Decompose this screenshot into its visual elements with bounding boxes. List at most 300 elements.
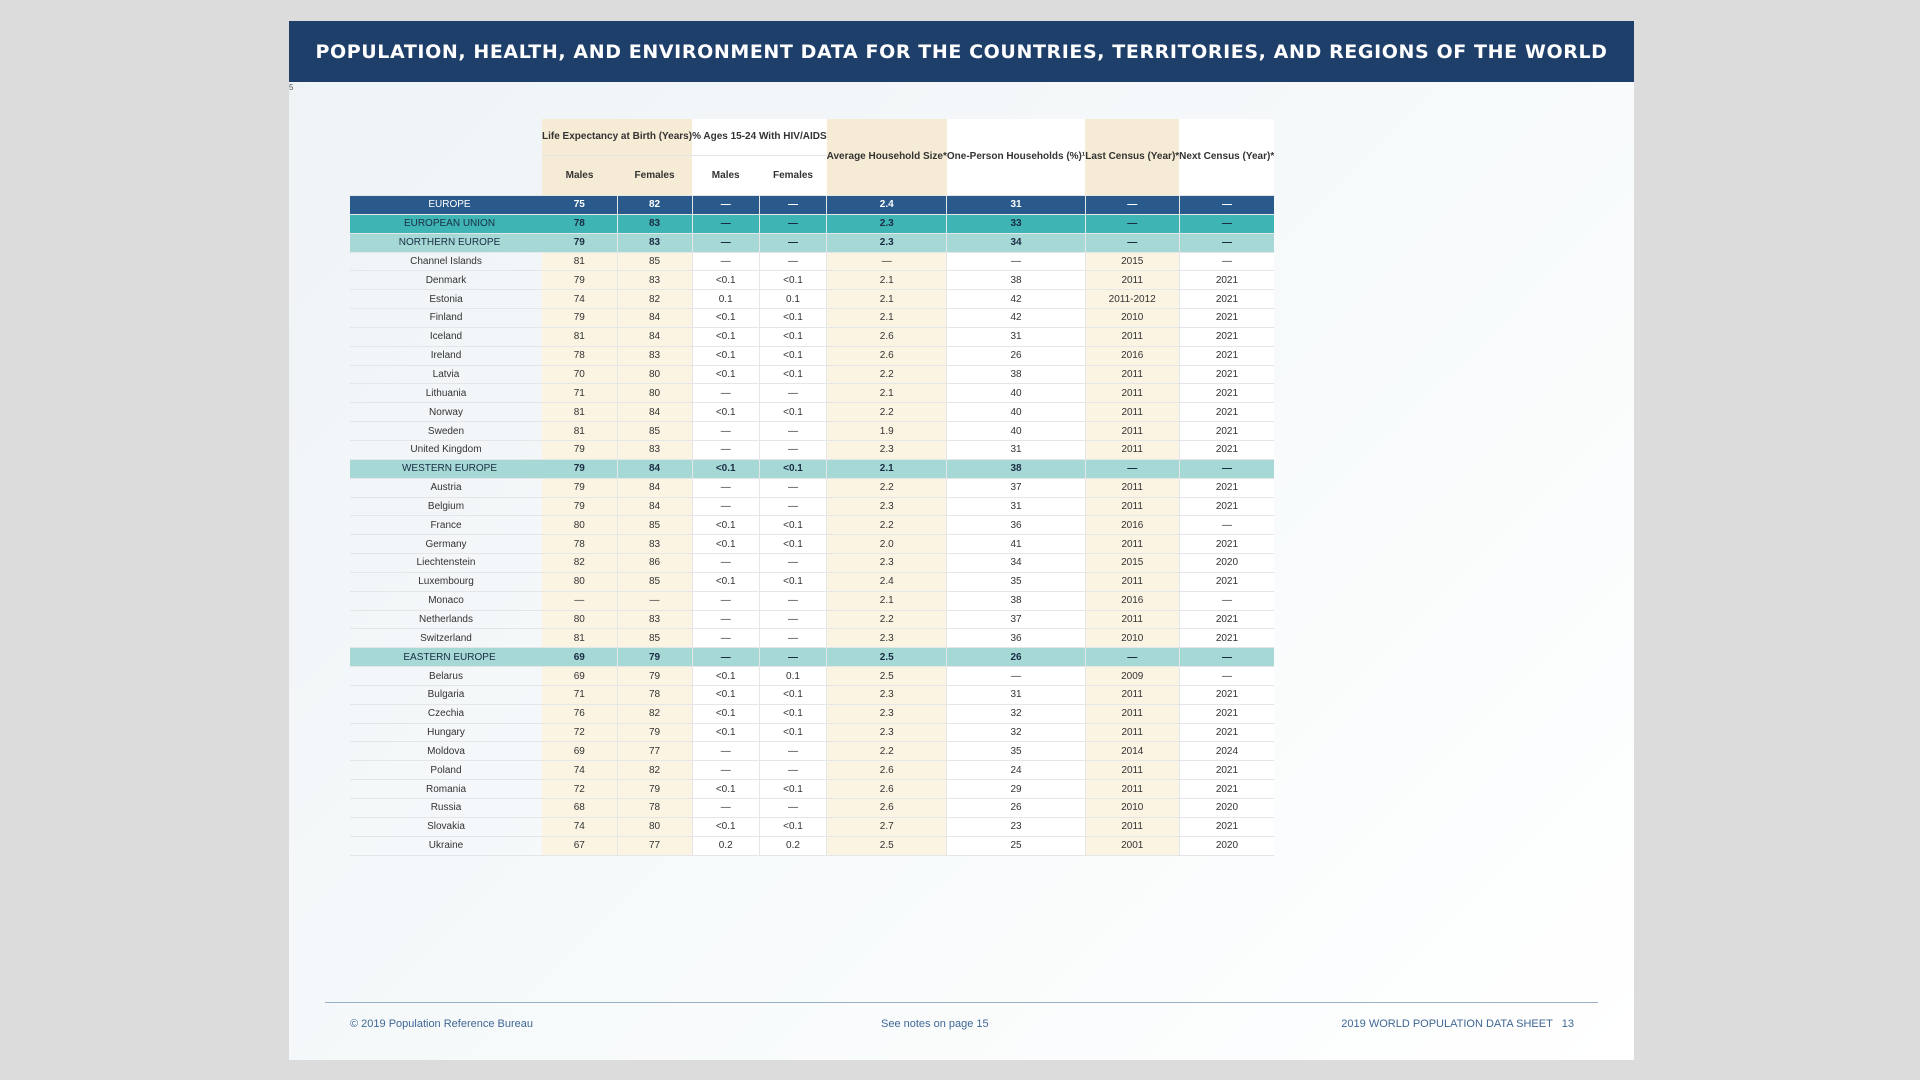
cell-household-size: 2.1 [827, 384, 947, 403]
country-name: Monaco [350, 591, 542, 610]
cell-hiv-females: — [759, 742, 826, 761]
country-name: Denmark [350, 271, 542, 290]
cell-next-census: 2021 [1179, 780, 1274, 799]
cell-le-females: 86 [617, 554, 692, 573]
cell-household-size: 2.2 [827, 365, 947, 384]
cell-household-size: 2.6 [827, 799, 947, 818]
country-name: Finland [350, 309, 542, 328]
cell-hiv-females: <0.1 [759, 403, 826, 422]
cell-last-census: 2010 [1085, 799, 1179, 818]
cell-le-males: 70 [542, 365, 617, 384]
country-name: Belarus [350, 667, 542, 686]
cell-one-person: 35 [947, 572, 1085, 591]
cell-le-males: 74 [542, 817, 617, 836]
cell-le-females: 79 [617, 648, 692, 667]
cell-le-males: 72 [542, 780, 617, 799]
cell-le-females: 78 [617, 685, 692, 704]
cell-last-census: 2015 [1085, 554, 1179, 573]
header-le-females: Females [617, 156, 692, 196]
cell-household-size: 2.6 [827, 780, 947, 799]
cell-le-females: 79 [617, 667, 692, 686]
region-name: NORTHERN EUROPE [350, 233, 542, 252]
cell-le-males: 82 [542, 554, 617, 573]
table-row [350, 629, 1274, 648]
cell-next-census: — [1179, 233, 1274, 252]
cell-one-person: 42 [947, 309, 1085, 328]
cell-one-person: 40 [947, 403, 1085, 422]
cell-hiv-females: <0.1 [759, 327, 826, 346]
cell-one-person: 29 [947, 780, 1085, 799]
cell-le-males: 74 [542, 290, 617, 309]
cell-one-person: 32 [947, 723, 1085, 742]
cell-hiv-males: <0.1 [692, 667, 759, 686]
cell-last-census: — [1085, 233, 1179, 252]
table-row [350, 572, 1274, 591]
cell-le-females: 84 [617, 327, 692, 346]
cell-one-person: 38 [947, 459, 1085, 478]
cell-household-size: 2.3 [827, 723, 947, 742]
cell-hiv-males: <0.1 [692, 685, 759, 704]
cell-household-size: 2.4 [827, 572, 947, 591]
cell-hiv-males: — [692, 497, 759, 516]
cell-le-males: 71 [542, 384, 617, 403]
cell-next-census: 2021 [1179, 422, 1274, 441]
cell-last-census: 2011 [1085, 817, 1179, 836]
cell-le-females: 77 [617, 742, 692, 761]
page-banner-title: POPULATION, HEALTH, AND ENVIRONMENT DATA FOR THE COUNTRIES, TERRITORIES, AND REGIONS OF THE WORLD [289, 21, 1634, 82]
cell-le-males: 71 [542, 685, 617, 704]
cell-next-census: — [1179, 516, 1274, 535]
country-name: Estonia [350, 290, 542, 309]
cell-hiv-females: 0.1 [759, 290, 826, 309]
table-row [350, 610, 1274, 629]
cell-le-males: 69 [542, 648, 617, 667]
cell-last-census: 2011 [1085, 723, 1179, 742]
header-hiv-females: Females [759, 156, 826, 196]
cell-household-size: 2.5 [827, 836, 947, 855]
cell-last-census: 2011 [1085, 535, 1179, 554]
cell-hiv-females: — [759, 233, 826, 252]
cell-last-census: — [1085, 196, 1179, 215]
country-name: Slovakia [350, 817, 542, 836]
table-row [350, 836, 1274, 855]
table-row [350, 384, 1274, 403]
cell-last-census: 2011-2012 [1085, 290, 1179, 309]
region-row [350, 233, 1274, 252]
cell-one-person: 36 [947, 629, 1085, 648]
cell-one-person: 41 [947, 535, 1085, 554]
cell-last-census: 2011 [1085, 685, 1179, 704]
cell-household-size: 1.9 [827, 422, 947, 441]
country-name: Luxembourg [350, 572, 542, 591]
table-row [350, 591, 1274, 610]
cell-le-females: 80 [617, 384, 692, 403]
cell-hiv-females: — [759, 610, 826, 629]
region-row [350, 648, 1274, 667]
table-row [350, 365, 1274, 384]
country-name: Russia [350, 799, 542, 818]
cell-next-census: 2020 [1179, 836, 1274, 855]
cell-hiv-males: — [692, 422, 759, 441]
cell-household-size: 2.2 [827, 742, 947, 761]
table-row [350, 685, 1274, 704]
country-name: Germany [350, 535, 542, 554]
cell-one-person: 37 [947, 478, 1085, 497]
cell-hiv-males: — [692, 440, 759, 459]
document-page [289, 21, 1634, 1060]
cell-household-size: 2.1 [827, 290, 947, 309]
cell-hiv-females: — [759, 384, 826, 403]
cell-le-females: 85 [617, 516, 692, 535]
cell-hiv-females: — [759, 422, 826, 441]
country-name: Lithuania [350, 384, 542, 403]
cell-le-females: 85 [617, 422, 692, 441]
cell-last-census: 2011 [1085, 610, 1179, 629]
table-row [350, 403, 1274, 422]
header-next-census: Next Census (Year)* [1179, 119, 1274, 196]
cell-one-person: 23 [947, 817, 1085, 836]
cell-next-census: 2021 [1179, 478, 1274, 497]
cell-hiv-females: — [759, 591, 826, 610]
table-row [350, 723, 1274, 742]
cell-hiv-males: — [692, 384, 759, 403]
cell-next-census: 2021 [1179, 346, 1274, 365]
cell-household-size: 2.3 [827, 497, 947, 516]
cell-hiv-males: — [692, 799, 759, 818]
footer-notes-link[interactable]: See notes on page 15 [881, 1018, 989, 1030]
cell-next-census: 2021 [1179, 817, 1274, 836]
header-blank [350, 119, 542, 196]
cell-household-size: 2.6 [827, 761, 947, 780]
country-name: Norway [350, 403, 542, 422]
cell-next-census: — [1179, 252, 1274, 271]
cell-hiv-females: — [759, 629, 826, 648]
cell-hiv-females: — [759, 440, 826, 459]
cell-one-person: 35 [947, 742, 1085, 761]
cell-one-person: 31 [947, 327, 1085, 346]
cell-le-males: 72 [542, 723, 617, 742]
region-row [350, 214, 1274, 233]
cell-household-size: 2.7 [827, 817, 947, 836]
cell-household-size: — [827, 252, 947, 271]
header-one-person: One-Person Households (%)¹ [947, 119, 1085, 196]
cell-le-females: 82 [617, 196, 692, 215]
table-row [350, 327, 1274, 346]
cell-next-census: 2021 [1179, 290, 1274, 309]
cell-le-males: 76 [542, 704, 617, 723]
cell-household-size: 2.5 [827, 648, 947, 667]
cell-hiv-males: — [692, 761, 759, 780]
country-name: Iceland [350, 327, 542, 346]
cell-household-size: 2.1 [827, 591, 947, 610]
cell-next-census: 2021 [1179, 497, 1274, 516]
table-row [350, 554, 1274, 573]
cell-le-females: 83 [617, 346, 692, 365]
cell-next-census: — [1179, 196, 1274, 215]
cell-le-females: 84 [617, 459, 692, 478]
cell-le-males: 81 [542, 327, 617, 346]
cell-one-person: 24 [947, 761, 1085, 780]
cell-household-size: 2.3 [827, 704, 947, 723]
cell-le-males: 69 [542, 667, 617, 686]
cell-one-person: 40 [947, 384, 1085, 403]
cell-one-person: 26 [947, 346, 1085, 365]
cell-household-size: 2.3 [827, 685, 947, 704]
table-row [350, 799, 1274, 818]
table-row [350, 478, 1274, 497]
cell-next-census: — [1179, 648, 1274, 667]
cell-hiv-males: — [692, 478, 759, 497]
cell-hiv-males: — [692, 554, 759, 573]
cell-last-census: 2014 [1085, 742, 1179, 761]
cell-next-census: 2021 [1179, 403, 1274, 422]
cell-one-person: 33 [947, 214, 1085, 233]
cell-last-census: 2011 [1085, 572, 1179, 591]
region-name: EUROPE [350, 196, 542, 215]
table-row [350, 761, 1274, 780]
country-name: Austria [350, 478, 542, 497]
country-name: Moldova [350, 742, 542, 761]
cell-le-females: 83 [617, 610, 692, 629]
country-name: Ukraine [350, 836, 542, 855]
cell-le-females: 80 [617, 365, 692, 384]
cell-next-census: 2021 [1179, 384, 1274, 403]
cell-household-size: 2.6 [827, 346, 947, 365]
cell-one-person: 34 [947, 233, 1085, 252]
cell-last-census: 2011 [1085, 497, 1179, 516]
table-row [350, 780, 1274, 799]
cell-le-females: 83 [617, 214, 692, 233]
cell-hiv-females: — [759, 554, 826, 573]
country-name: Sweden [350, 422, 542, 441]
cell-next-census: 2021 [1179, 704, 1274, 723]
cell-hiv-females: — [759, 799, 826, 818]
cell-le-males: 81 [542, 422, 617, 441]
header-household-size: Average Household Size* [827, 119, 947, 196]
cell-last-census: 2009 [1085, 667, 1179, 686]
cell-last-census: 2015 [1085, 252, 1179, 271]
country-name: Liechtenstein [350, 554, 542, 573]
cell-hiv-males: — [692, 214, 759, 233]
cell-household-size: 2.2 [827, 478, 947, 497]
table-row [350, 704, 1274, 723]
cell-one-person: 31 [947, 497, 1085, 516]
cell-le-males: 81 [542, 403, 617, 422]
cell-hiv-females: <0.1 [759, 365, 826, 384]
cell-one-person: 40 [947, 422, 1085, 441]
country-name: Hungary [350, 723, 542, 742]
cell-next-census: 2020 [1179, 554, 1274, 573]
cell-last-census: 2010 [1085, 309, 1179, 328]
cell-last-census: — [1085, 459, 1179, 478]
cell-hiv-females: 0.2 [759, 836, 826, 855]
country-name: Channel Islands [350, 252, 542, 271]
cell-le-males: 79 [542, 478, 617, 497]
cell-next-census: 2021 [1179, 535, 1274, 554]
cell-le-females: 84 [617, 403, 692, 422]
cell-next-census: — [1179, 667, 1274, 686]
cell-next-census: 2021 [1179, 271, 1274, 290]
cell-le-males: 81 [542, 629, 617, 648]
cell-le-females: 80 [617, 817, 692, 836]
cell-hiv-females: — [759, 478, 826, 497]
cell-household-size: 2.2 [827, 610, 947, 629]
cell-le-males: 79 [542, 309, 617, 328]
footer-copyright: © 2019 Population Reference Bureau [350, 1018, 534, 1030]
cell-hiv-females: <0.1 [759, 723, 826, 742]
cell-hiv-females: <0.1 [759, 685, 826, 704]
cell-one-person: 38 [947, 591, 1085, 610]
page-mark: 5 [289, 83, 294, 92]
cell-one-person: 37 [947, 610, 1085, 629]
cell-le-females: 85 [617, 629, 692, 648]
cell-le-males: 79 [542, 440, 617, 459]
cell-next-census: 2021 [1179, 572, 1274, 591]
cell-hiv-females: — [759, 214, 826, 233]
country-name: Switzerland [350, 629, 542, 648]
cell-household-size: 2.1 [827, 271, 947, 290]
cell-hiv-females: — [759, 648, 826, 667]
cell-hiv-males: 0.1 [692, 290, 759, 309]
cell-hiv-males: <0.1 [692, 346, 759, 365]
region-name: EUROPEAN UNION [350, 214, 542, 233]
cell-household-size: 2.5 [827, 667, 947, 686]
cell-hiv-males: <0.1 [692, 780, 759, 799]
cell-last-census: 2011 [1085, 704, 1179, 723]
table-row [350, 422, 1274, 441]
cell-hiv-males: <0.1 [692, 365, 759, 384]
country-name: Belgium [350, 497, 542, 516]
country-name: Bulgaria [350, 685, 542, 704]
table-body [350, 196, 1274, 856]
header-life-expectancy: Life Expectancy at Birth (Years) [542, 119, 692, 156]
cell-last-census: 2016 [1085, 591, 1179, 610]
cell-household-size: 2.2 [827, 403, 947, 422]
table-row [350, 440, 1274, 459]
cell-hiv-females: <0.1 [759, 572, 826, 591]
country-name: United Kingdom [350, 440, 542, 459]
cell-one-person: — [947, 667, 1085, 686]
cell-le-females: 85 [617, 572, 692, 591]
cell-one-person: 32 [947, 704, 1085, 723]
footer-sheet-page: 2019 WORLD POPULATION DATA SHEET 13 [1341, 1018, 1574, 1030]
cell-household-size: 2.3 [827, 629, 947, 648]
cell-le-males: 79 [542, 459, 617, 478]
cell-le-females: 83 [617, 440, 692, 459]
cell-one-person: — [947, 252, 1085, 271]
cell-hiv-males: <0.1 [692, 459, 759, 478]
footer-divider [325, 1002, 1598, 1003]
cell-last-census: 2011 [1085, 384, 1179, 403]
cell-hiv-males: <0.1 [692, 572, 759, 591]
cell-hiv-females: <0.1 [759, 459, 826, 478]
table-row [350, 535, 1274, 554]
region-row [350, 196, 1274, 215]
cell-hiv-females: <0.1 [759, 704, 826, 723]
cell-last-census: 2011 [1085, 440, 1179, 459]
cell-hiv-males: — [692, 591, 759, 610]
cell-le-males: 78 [542, 214, 617, 233]
cell-last-census: 2011 [1085, 422, 1179, 441]
cell-hiv-males: <0.1 [692, 535, 759, 554]
cell-le-females: 84 [617, 497, 692, 516]
cell-le-males: 74 [542, 761, 617, 780]
cell-hiv-males: — [692, 629, 759, 648]
header-le-males: Males [542, 156, 617, 196]
cell-le-males: 81 [542, 252, 617, 271]
cell-le-males: 80 [542, 572, 617, 591]
country-name: Latvia [350, 365, 542, 384]
cell-le-females: 82 [617, 290, 692, 309]
data-table [350, 119, 1274, 856]
cell-one-person: 42 [947, 290, 1085, 309]
cell-last-census: 2011 [1085, 271, 1179, 290]
table-row [350, 346, 1274, 365]
country-name: Netherlands [350, 610, 542, 629]
cell-hiv-females: — [759, 252, 826, 271]
cell-hiv-males: <0.1 [692, 271, 759, 290]
cell-one-person: 25 [947, 836, 1085, 855]
cell-next-census: 2020 [1179, 799, 1274, 818]
cell-le-females: 83 [617, 535, 692, 554]
cell-hiv-females: — [759, 196, 826, 215]
cell-hiv-males: <0.1 [692, 516, 759, 535]
cell-le-males: 79 [542, 271, 617, 290]
country-name: Ireland [350, 346, 542, 365]
cell-next-census: — [1179, 214, 1274, 233]
cell-next-census: 2021 [1179, 327, 1274, 346]
cell-le-females: 77 [617, 836, 692, 855]
cell-hiv-females: <0.1 [759, 817, 826, 836]
cell-le-males: 69 [542, 742, 617, 761]
table-row [350, 667, 1274, 686]
cell-household-size: 2.0 [827, 535, 947, 554]
cell-one-person: 31 [947, 196, 1085, 215]
cell-last-census: — [1085, 214, 1179, 233]
table-row [350, 271, 1274, 290]
table-row [350, 309, 1274, 328]
cell-household-size: 2.3 [827, 233, 947, 252]
cell-household-size: 2.3 [827, 214, 947, 233]
cell-le-females: 84 [617, 478, 692, 497]
cell-last-census: 2010 [1085, 629, 1179, 648]
region-row [350, 459, 1274, 478]
cell-hiv-females: <0.1 [759, 780, 826, 799]
cell-next-census: 2021 [1179, 309, 1274, 328]
cell-hiv-males: — [692, 610, 759, 629]
cell-next-census: 2021 [1179, 610, 1274, 629]
cell-next-census: 2021 [1179, 629, 1274, 648]
cell-last-census: 2016 [1085, 516, 1179, 535]
country-name: Romania [350, 780, 542, 799]
cell-household-size: 2.3 [827, 554, 947, 573]
cell-last-census: 2016 [1085, 346, 1179, 365]
cell-hiv-females: <0.1 [759, 309, 826, 328]
cell-le-females: 85 [617, 252, 692, 271]
cell-le-females: 82 [617, 761, 692, 780]
cell-le-males: 68 [542, 799, 617, 818]
cell-hiv-males: — [692, 742, 759, 761]
cell-hiv-males: <0.1 [692, 817, 759, 836]
table-row [350, 290, 1274, 309]
cell-hiv-males: <0.1 [692, 723, 759, 742]
cell-hiv-males: — [692, 252, 759, 271]
cell-le-males: 78 [542, 535, 617, 554]
cell-household-size: 2.1 [827, 309, 947, 328]
header-last-census: Last Census (Year)* [1085, 119, 1179, 196]
country-name: France [350, 516, 542, 535]
cell-le-males: 75 [542, 196, 617, 215]
